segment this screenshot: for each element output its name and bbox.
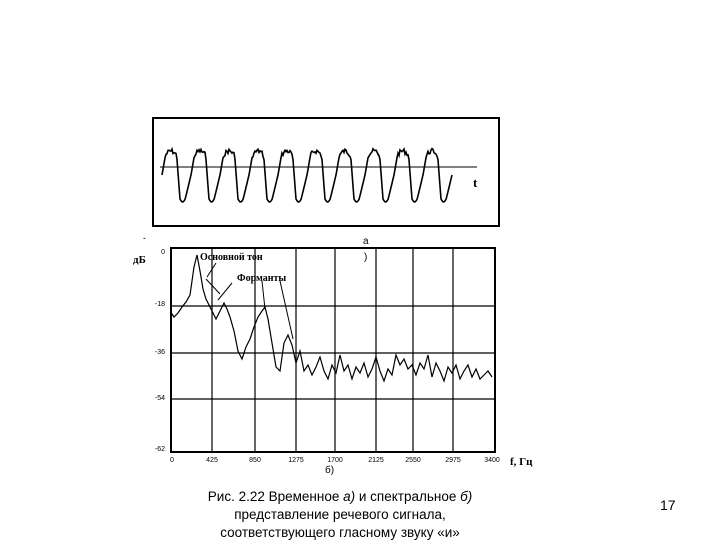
- y-tick-36: -36: [154, 349, 165, 356]
- caption-a: а): [343, 489, 356, 504]
- arrow-formant-4: [280, 281, 293, 339]
- x-tick-2550: 2550: [405, 457, 421, 464]
- caption-prefix: Рис. 2.22 Временное: [207, 489, 344, 504]
- figure-caption: [150, 488, 530, 542]
- spectrum-trace: [170, 255, 492, 381]
- arrow-formant-2: [218, 283, 232, 300]
- caption-b: б): [460, 489, 473, 504]
- waveform-plot: [152, 117, 500, 227]
- spectrum-x-axis-label: f, Гц: [510, 456, 533, 468]
- annotation-fundamental: Основной тон: [200, 252, 263, 263]
- caption-line-2: представление речевого сигнала,: [234, 507, 446, 522]
- x-tick-425: 425: [206, 457, 218, 464]
- label-b: б): [325, 465, 335, 476]
- x-tick-1275: 1275: [288, 457, 304, 464]
- waveform-trace: [162, 149, 452, 202]
- dash-mark: -: [143, 233, 146, 243]
- arrow-formant-1: [206, 279, 220, 294]
- spectrum-y-axis-label: дБ: [133, 254, 146, 266]
- arrow-formant-3: [262, 281, 265, 309]
- caption-mid: и спектральное: [355, 489, 461, 504]
- caption-line-3: соответствующего гласному звуку «и»: [220, 525, 460, 540]
- y-tick-54: -54: [154, 395, 165, 402]
- x-tick-1700: 1700: [327, 457, 343, 464]
- label-a-paren: ): [364, 252, 368, 263]
- y-tick-18: -18: [154, 301, 165, 308]
- annotation-formants: Форманты: [237, 273, 287, 284]
- x-tick-850: 850: [249, 457, 261, 464]
- y-tick-62: -62: [154, 446, 165, 453]
- waveform-axis-label: t: [473, 175, 478, 190]
- caption-line-1: [150, 488, 530, 506]
- label-a: а: [363, 236, 369, 247]
- page-number: 17: [660, 497, 676, 513]
- x-tick-2125: 2125: [368, 457, 384, 464]
- y-tick-0: 0: [161, 249, 165, 256]
- x-tick-3400: 3400: [484, 457, 500, 464]
- spectrum-plot: [170, 247, 496, 453]
- x-tick-0: 0: [170, 457, 174, 464]
- x-tick-2975: 2975: [445, 457, 461, 464]
